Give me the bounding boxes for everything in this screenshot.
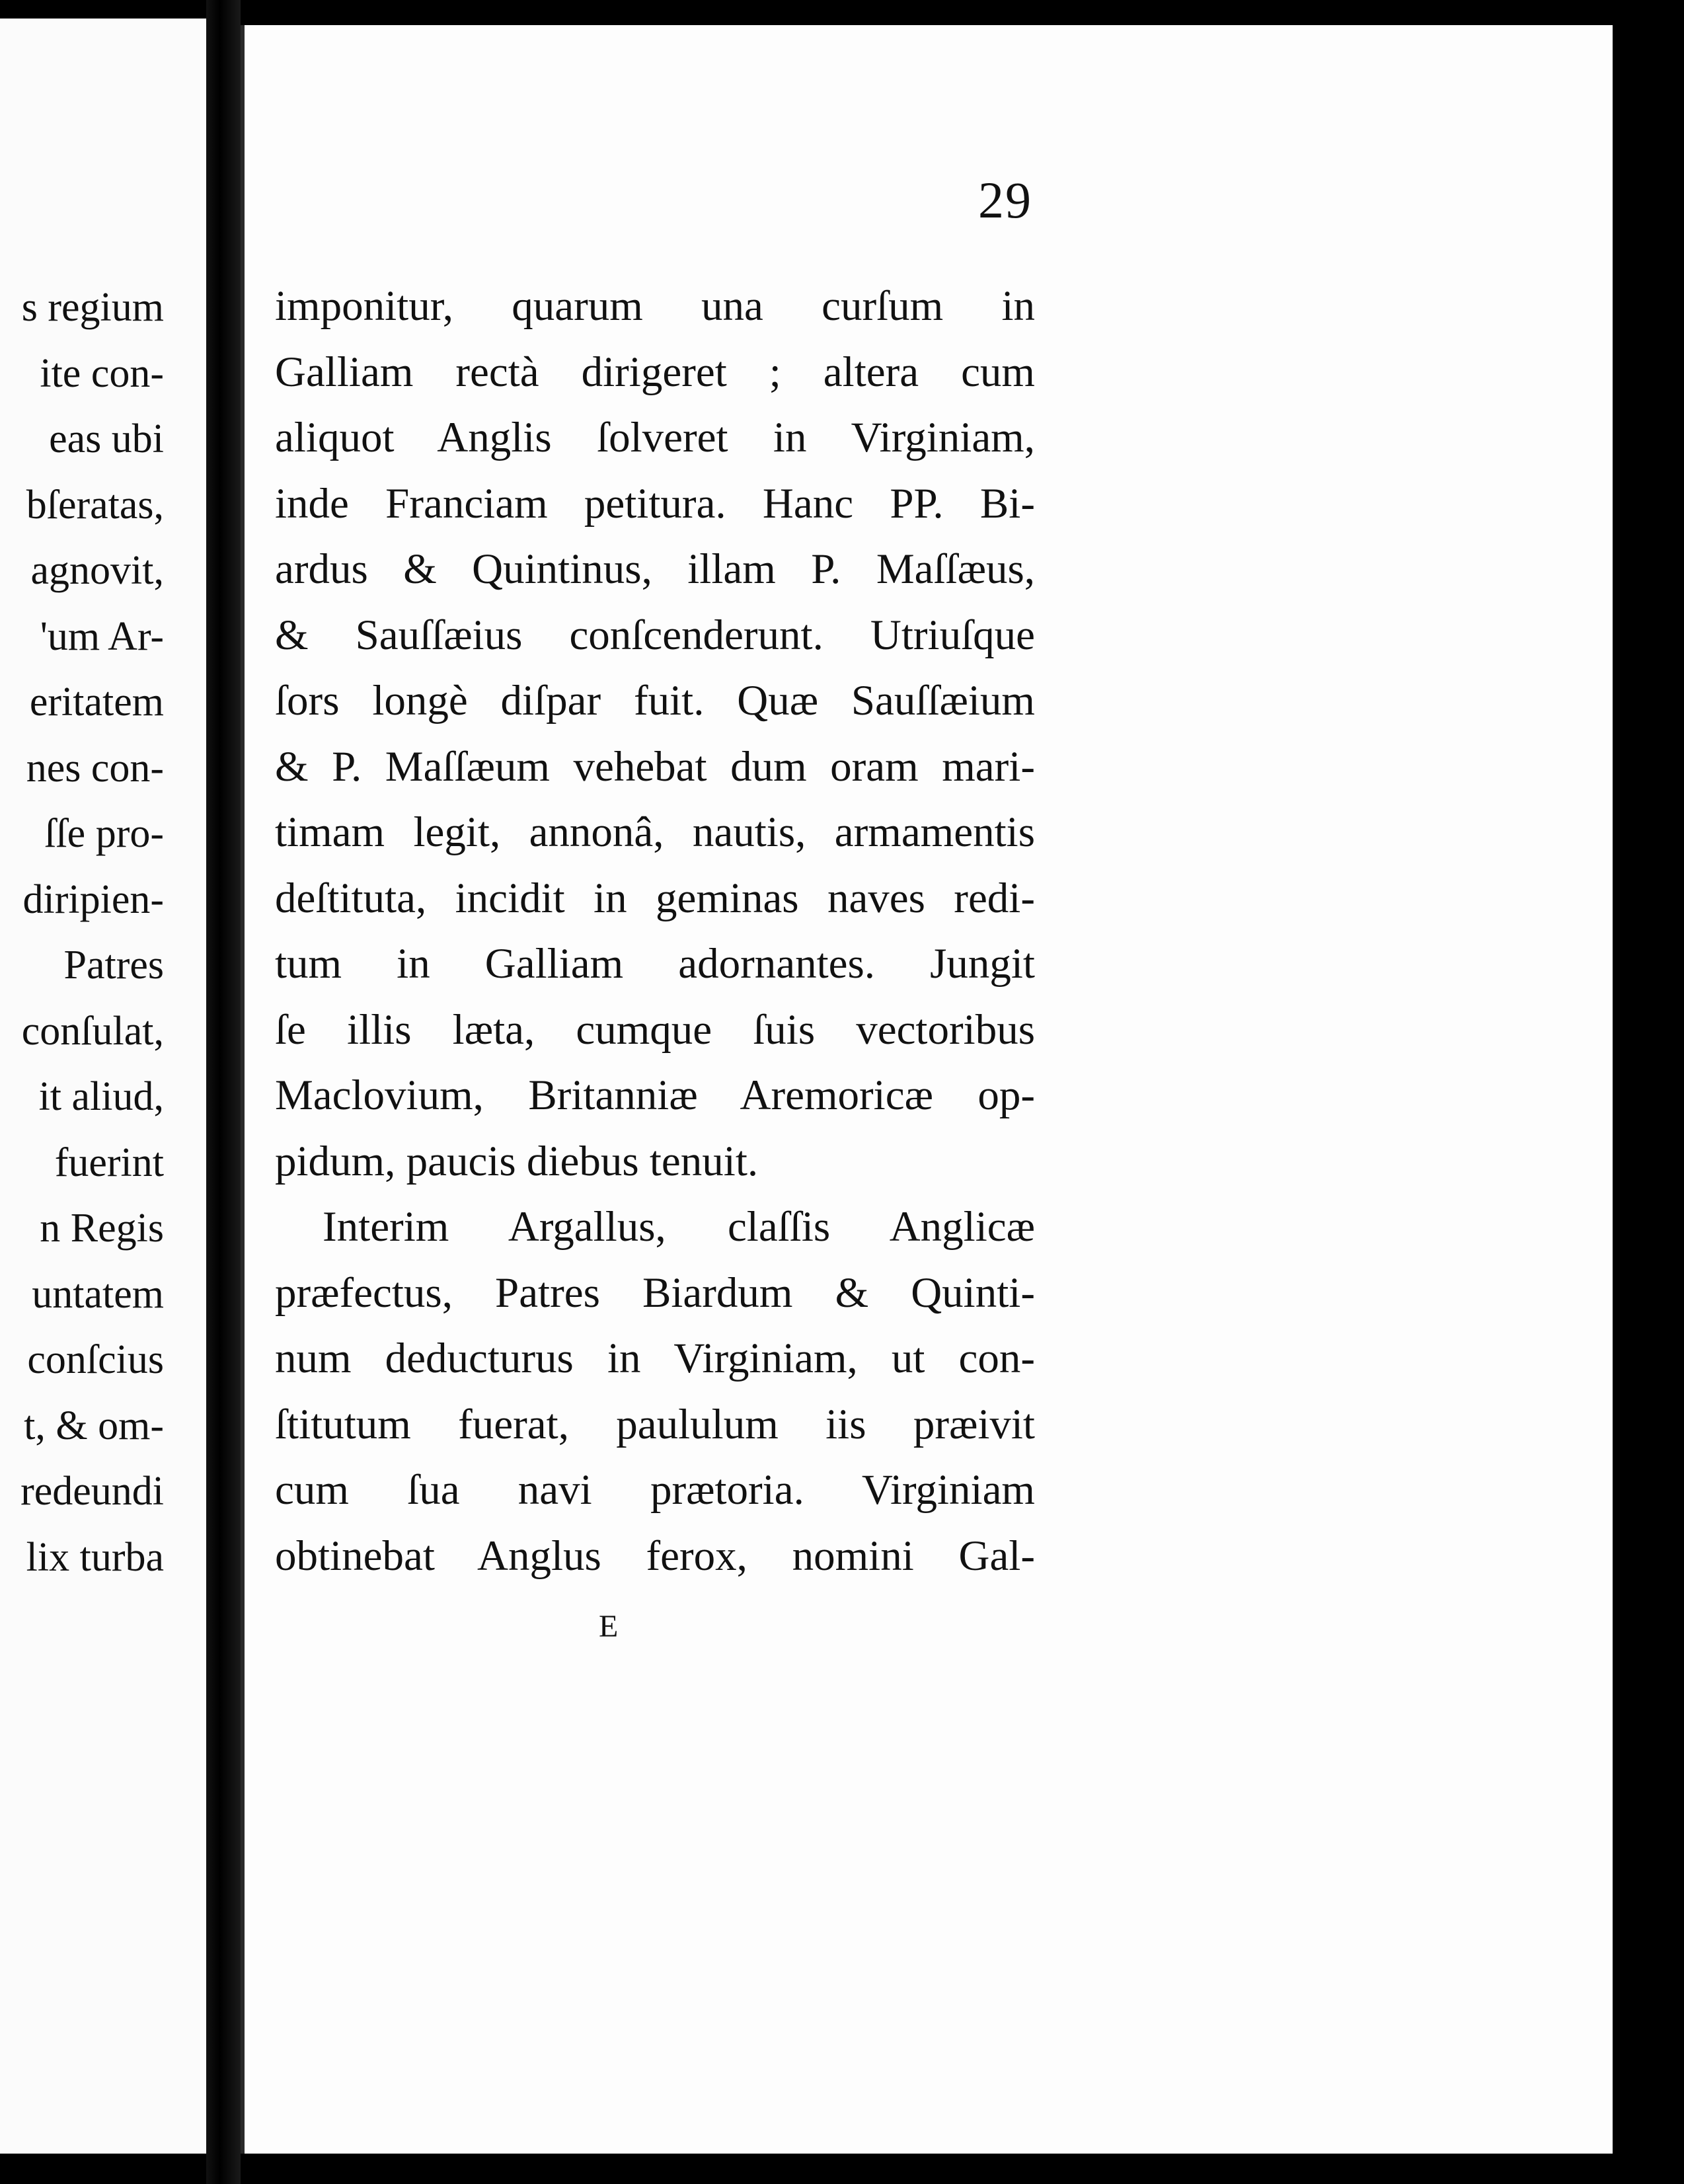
- text-line: tum in Galliam adornantes. Jungit: [275, 940, 1035, 988]
- left-text-line: eas ubi: [49, 416, 164, 461]
- text-line: ardus & Quintinus, illam P. Maſſæus,: [275, 545, 1035, 593]
- text-line: deſtituta, incidit in geminas naves redi-: [275, 874, 1035, 922]
- text-line: pidum, paucis diebus tenuit.: [275, 1137, 759, 1185]
- left-text-line: agnovit,: [30, 548, 164, 593]
- text-line: & P. Maſſæum vehebat dum oram mari-: [275, 742, 1035, 791]
- text-line: ſe illis læta, cumque ſuis vectoribus: [275, 1005, 1035, 1054]
- page-number: 29: [978, 171, 1032, 229]
- left-text-line: it aliud,: [38, 1074, 164, 1119]
- text-line: obtinebat Anglus ferox, nomini Gal-: [275, 1532, 1035, 1580]
- left-text-line: untatem: [32, 1271, 164, 1317]
- text-line: aliquot Anglis ſolveret in Virginiam,: [275, 414, 1035, 461]
- left-text-line: fuerint: [54, 1140, 164, 1185]
- text-line: Galliam rectà dirigeret ; altera cum: [275, 348, 1035, 396]
- left-text-line: conſulat,: [21, 1008, 164, 1054]
- text-line: præfectus, Patres Biardum & Quinti-: [275, 1268, 1035, 1317]
- text-line: ſors longè diſpar fuit. Quæ Sauſſæium: [275, 677, 1035, 724]
- left-text-line: lix turba: [26, 1534, 164, 1580]
- left-text-line: 'um Ar-: [40, 613, 164, 659]
- text-line: Interim Argallus, claſſis Anglicæ: [323, 1203, 1035, 1251]
- text-line: timam legit, annonâ, nautis, armamentis: [275, 808, 1035, 856]
- text-line: cum ſua navi prætoria. Virginiam: [275, 1466, 1035, 1514]
- text-line: num deducturus in Virginiam, ut con-: [275, 1335, 1035, 1382]
- left-text-line: nes con-: [26, 745, 164, 791]
- left-text-line: ite con-: [40, 350, 164, 396]
- left-text-line: bſeratas,: [26, 482, 164, 527]
- left-facing-page: [0, 19, 206, 2154]
- left-text-line: diripien-: [22, 877, 164, 922]
- signature-mark: E: [599, 1609, 620, 1644]
- left-text-line: s regium: [21, 285, 164, 330]
- text-line: Maclovium, Britanniæ Aremoricæ op-: [275, 1072, 1035, 1119]
- left-text-line: conſcius: [27, 1337, 164, 1382]
- left-text-line: redeundi: [20, 1469, 164, 1514]
- text-line: & Sauſſæius conſcenderunt. Utriuſque: [275, 611, 1035, 659]
- left-page-text: [20, 275, 164, 1590]
- left-text-line: n Regis: [40, 1206, 164, 1251]
- right-main-page: [241, 25, 1613, 2154]
- book-gutter: [206, 0, 241, 2184]
- body-text: [275, 274, 1035, 1589]
- left-text-line: ſſe pro-: [44, 811, 164, 856]
- left-text-line: t, & om-: [24, 1403, 164, 1448]
- left-text-line: Patres: [63, 943, 164, 988]
- text-line: ſtitutum fuerat, paululum iis præivit: [275, 1400, 1035, 1448]
- left-text-line: eritatem: [29, 680, 164, 724]
- text-line: inde Franciam petitura. Hanc PP. Bi-: [275, 479, 1035, 527]
- text-line: imponitur, quarum una curſum in: [275, 282, 1035, 330]
- scan-right-edge: [1613, 0, 1684, 2184]
